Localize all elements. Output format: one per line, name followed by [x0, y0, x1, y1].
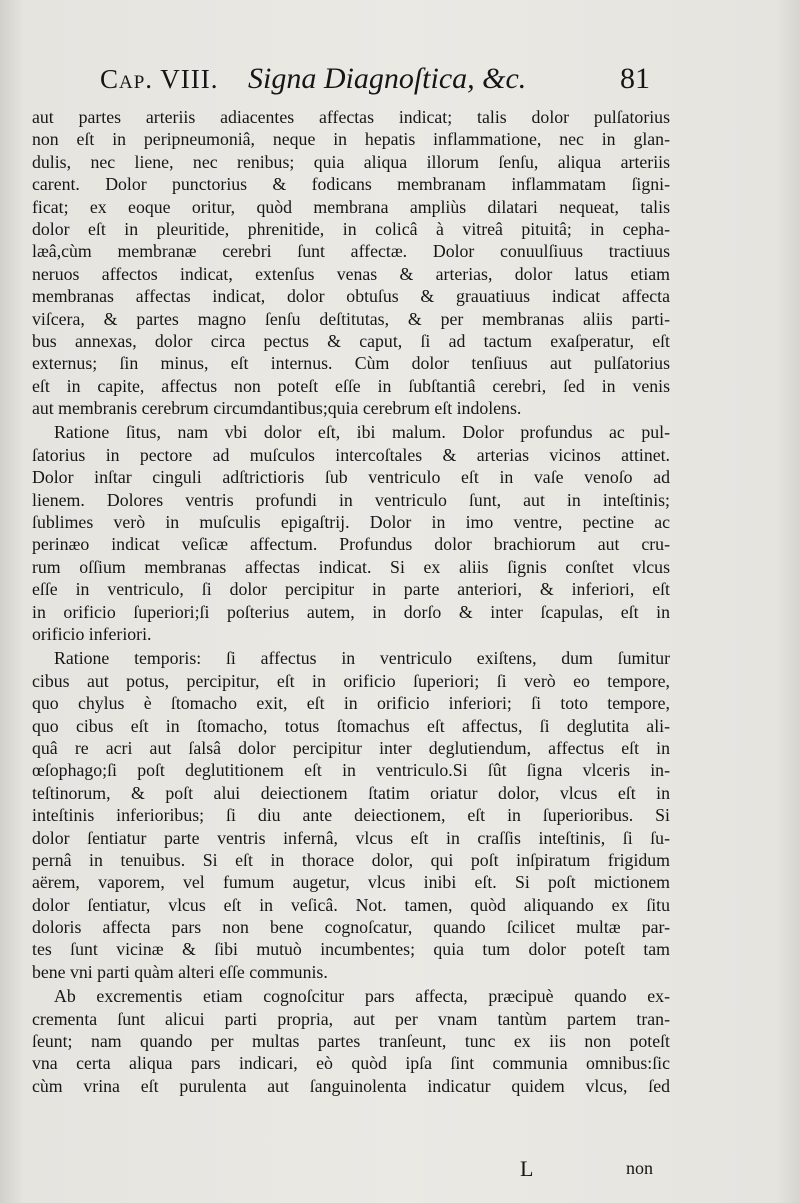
text-line: œſophago;ſi poſt deglutitionem eſt in ventriculo.Si ſût ſigna vlceris in- — [32, 760, 670, 781]
text-line: ſublimes verò in muſculis epigaſtrij. Dolor in imo ventre, pectine ac — [32, 512, 670, 533]
text-line: Ab excrementis etiam cognoſcitur pars affecta, præcipuè quando ex- — [54, 986, 670, 1007]
text-line: dolor ſentiatur, vlcus eſt in veſicâ. Not. tamen, quòd aliquando ex ſitu — [32, 894, 670, 915]
text-line: rum oſſium membranas affectas indicat. Si ex aliis ſignis conſtet vlcus — [32, 556, 670, 577]
text-line: dolor eſt in pleuritide, phrenitide, in colicâ à vitreâ pituitâ; in cepha- — [32, 218, 670, 239]
text-line: membranas affectas indicat, dolor obtuſus & grauatiuus indicat affecta — [32, 286, 670, 307]
text-line: doloris affecta pars non bene cognoſcatur, quando ſcilicet multæ par- — [32, 917, 670, 938]
text-line: pernâ in tenuibus. Si eſt in thorace dolor, qui poſt inſpiratum frigidum — [32, 849, 670, 870]
text-line: crementa ſunt alicui parti propria, aut per vnam tantùm partem tran- — [32, 1008, 670, 1029]
text-line: læâ,cùm membranæ cerebri ſunt affectæ. Dolor conuulſiuus tractiuus — [32, 241, 670, 262]
text-line: quo chylus è ſtomacho exit, eſt in orificio inferiori; ſi toto tempore, — [32, 693, 670, 714]
text-line: vna certa aliqua pars indicari, eò quòd ipſa ſint communia omnibus:ſic — [32, 1053, 670, 1074]
text-line: viſcera, & partes magno ſenſu deſtitutas, & per membranas aliis parti- — [32, 308, 670, 329]
text-line: tes ſunt vicinæ & ſibi mutuò incumbentes; quia tum dolor poteſt tam — [32, 939, 670, 960]
text-line: externus; ſin minus, eſt internus. Cùm dolor tenſiuus aut pulſatorius — [32, 353, 670, 374]
text-line: non eſt in peripneumoniâ, neque in hepatis inflammatione, nec in glan- — [32, 129, 670, 150]
text-line: aut partes arteriis adiacentes affectas indicat; talis dolor pulſatorius — [32, 107, 670, 127]
chapter-label: Cap. VIII. — [100, 64, 219, 94]
text-line: aut membranis cerebrum circumdantibus;quia cerebrum eſt indolens. — [32, 398, 522, 419]
text-line: teſtinorum, & poſt alui deiectionem ſtatim oriatur dolor, vlcus eſt in — [32, 782, 670, 803]
text-line: ſatorius in pectore ad muſculos intercoſtales & arterias vicinos attinet. — [32, 444, 670, 465]
text-line: eſſe in ventriculo, ſi dolor percipitur in parte anteriori, & inferiori, eſt — [32, 579, 670, 600]
text-line: in orificio ſuperiori;ſi poſterius autem, in dorſo & inter ſcapulas, eſt in — [32, 601, 670, 622]
text-line: quâ re acri aut ſalsâ dolor percipitur inter deglutiendum, affectus eſt in — [32, 737, 670, 758]
text-line: cibus aut potus, percipitur, eſt in orificio ſuperiori; ſi verò eo tempore, — [32, 670, 670, 691]
text-line: Ratione ſitus, nam vbi dolor eſt, ibi malum. Dolor profundus ac pul- — [54, 422, 670, 443]
text-line: aërem, vaporem, vel fumum augetur, vlcus inibi eſt. Si poſt mictionem — [32, 872, 670, 893]
text-line: ſeunt; nam quando per multas partes tranſeunt, tunc ex iis non poteſt — [32, 1031, 670, 1052]
page-number: 81 — [620, 62, 650, 95]
text-line: quo cibus eſt in ſtomacho, totus ſtomachus eſt affectus, ſi deglutita ali- — [32, 715, 670, 736]
body-text — [32, 106, 670, 1097]
text-line: cùm vrina eſt purulenta aut ſanguinolenta indicatur quidem vlcus, ſed — [32, 1075, 670, 1096]
text-line: carent. Dolor punctorius & fodicans membranam inflammatam ſigni- — [32, 174, 670, 195]
text-line: inteſtinis inferioribus; ſi diu ante deiectionem, eſt in ſuperioribus. Si — [32, 805, 670, 826]
text-line: neruos affectos indicat, extenſus venas & arterias, dolor latus etiam — [32, 263, 670, 284]
running-header — [0, 62, 800, 102]
signature-mark: L — [520, 1156, 534, 1181]
text-line: eſt in capite, affectus non poteſt eſſe in ſubſtantiâ cerebri, ſed in venis — [32, 375, 670, 396]
text-line: Dolor inſtar cinguli adſtrictioris ſub ventriculo eſt in vaſe venoſo ad — [32, 467, 670, 488]
text-line: dulis, nec liene, nec renibus; quia aliqua illorum ſenſu, aliqua arteriis — [32, 151, 670, 172]
page-footer — [0, 1156, 800, 1186]
text-line: bus annexas, dolor circa pectus & caput, ſi ad tactum exaſperatur, eſt — [32, 330, 670, 351]
text-line: orificio inferiori. — [32, 623, 152, 644]
text-line: Ratione temporis: ſi affectus in ventriculo exiſtens, dum ſumitur — [54, 648, 670, 669]
text-line: perinæo indicat veſicæ affectum. Profundus dolor brachiorum aut cru- — [32, 534, 670, 555]
text-line: bene vni parti quàm alteri eſſe communis. — [32, 961, 328, 982]
running-title: Signa Diagnoſtica, &c. — [248, 62, 527, 95]
text-line: lienem. Dolores ventris profundi in ventriculo ſunt, aut in inteſtinis; — [32, 489, 670, 510]
text-line: ficat; ex eoque oritur, quòd membrana ampliùs dilatari nequeat, talis — [32, 196, 670, 217]
catchword: non — [626, 1158, 653, 1178]
text-line: dolor ſentiatur parte ventris infernâ, vlcus eſt in craſſis inteſtinis, ſi ſu- — [32, 827, 670, 848]
